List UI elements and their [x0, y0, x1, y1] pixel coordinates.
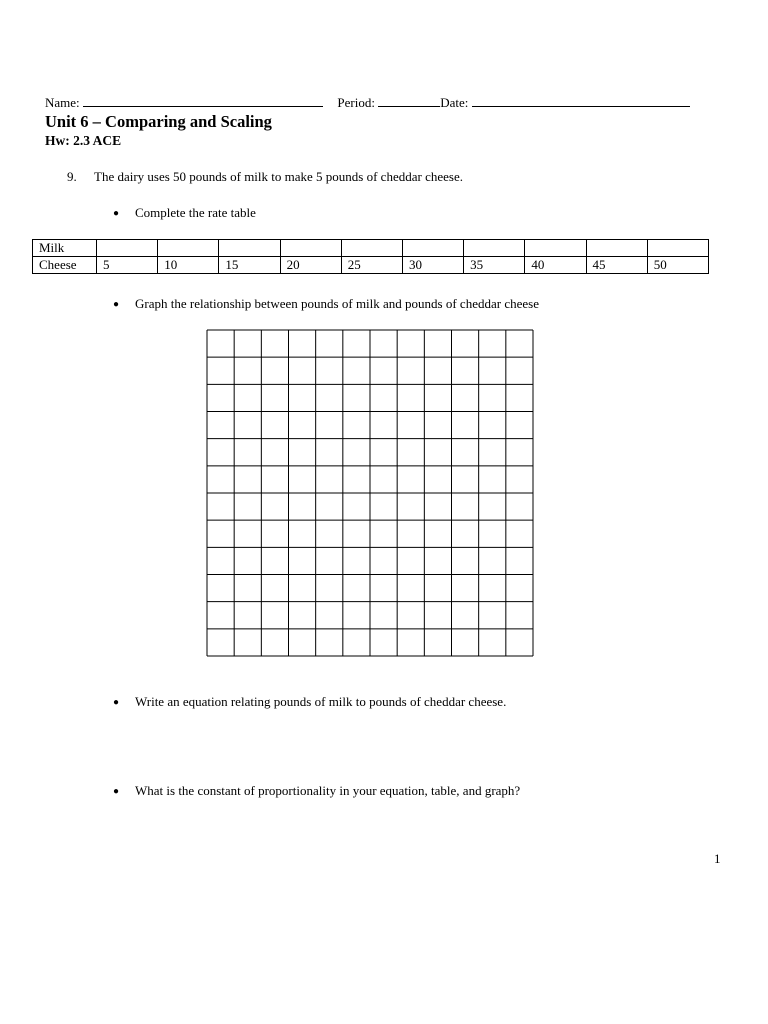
table-cell[interactable]	[464, 240, 525, 257]
table-cell: 30	[402, 257, 463, 274]
table-cell: 45	[586, 257, 647, 274]
date-blank[interactable]	[472, 94, 690, 107]
bullet-equation: Write an equation relating pounds of milk to pounds of cheddar cheese.	[135, 694, 507, 709]
table-cell[interactable]	[525, 240, 586, 257]
table-cell: 50	[647, 257, 708, 274]
table-cell: 35	[464, 257, 525, 274]
table-cell[interactable]	[402, 240, 463, 257]
table-cell: 25	[341, 257, 402, 274]
period-label: Period:	[337, 95, 375, 110]
row-label-milk: Milk	[33, 240, 97, 257]
table-cell: 5	[97, 257, 158, 274]
table-cell: 15	[219, 257, 280, 274]
table-cell[interactable]	[586, 240, 647, 257]
name-blank[interactable]	[83, 94, 323, 107]
table-row	[33, 257, 709, 274]
page-subtitle: Hw: 2.3 ACE	[45, 133, 122, 148]
bullet-complete-table: Complete the rate table	[135, 205, 256, 220]
table-row	[33, 240, 709, 257]
table-cell[interactable]	[280, 240, 341, 257]
table-cell: 10	[158, 257, 219, 274]
bullet-constant: What is the constant of proportionality in your equation, table, and graph?	[135, 783, 521, 798]
period-blank[interactable]	[378, 94, 440, 107]
question-text: The dairy uses 50 pounds of milk to make 5 pounds of cheddar cheese.	[94, 169, 463, 184]
header-line	[45, 94, 690, 111]
bullet-icon: ●	[113, 786, 120, 797]
page-number: 1	[714, 851, 721, 866]
bullet-icon: ●	[113, 697, 120, 708]
table-cell[interactable]	[97, 240, 158, 257]
table-cell[interactable]	[647, 240, 708, 257]
table-cell: 40	[525, 257, 586, 274]
date-label: Date:	[440, 95, 469, 110]
page-title: Unit 6 – Comparing and Scaling	[45, 112, 272, 131]
row-label-cheese: Cheese	[33, 257, 97, 274]
table-cell[interactable]	[341, 240, 402, 257]
bullet-icon: ●	[113, 208, 120, 219]
table-cell[interactable]	[158, 240, 219, 257]
name-label: Name:	[45, 95, 80, 110]
bullet-icon: ●	[113, 299, 120, 310]
rate-table	[32, 239, 709, 274]
table-cell: 20	[280, 257, 341, 274]
bullet-graph: Graph the relationship between pounds of milk and pounds of cheddar cheese	[135, 296, 539, 311]
graph-grid[interactable]	[206, 329, 534, 657]
table-cell[interactable]	[219, 240, 280, 257]
question-number: 9.	[67, 169, 77, 184]
